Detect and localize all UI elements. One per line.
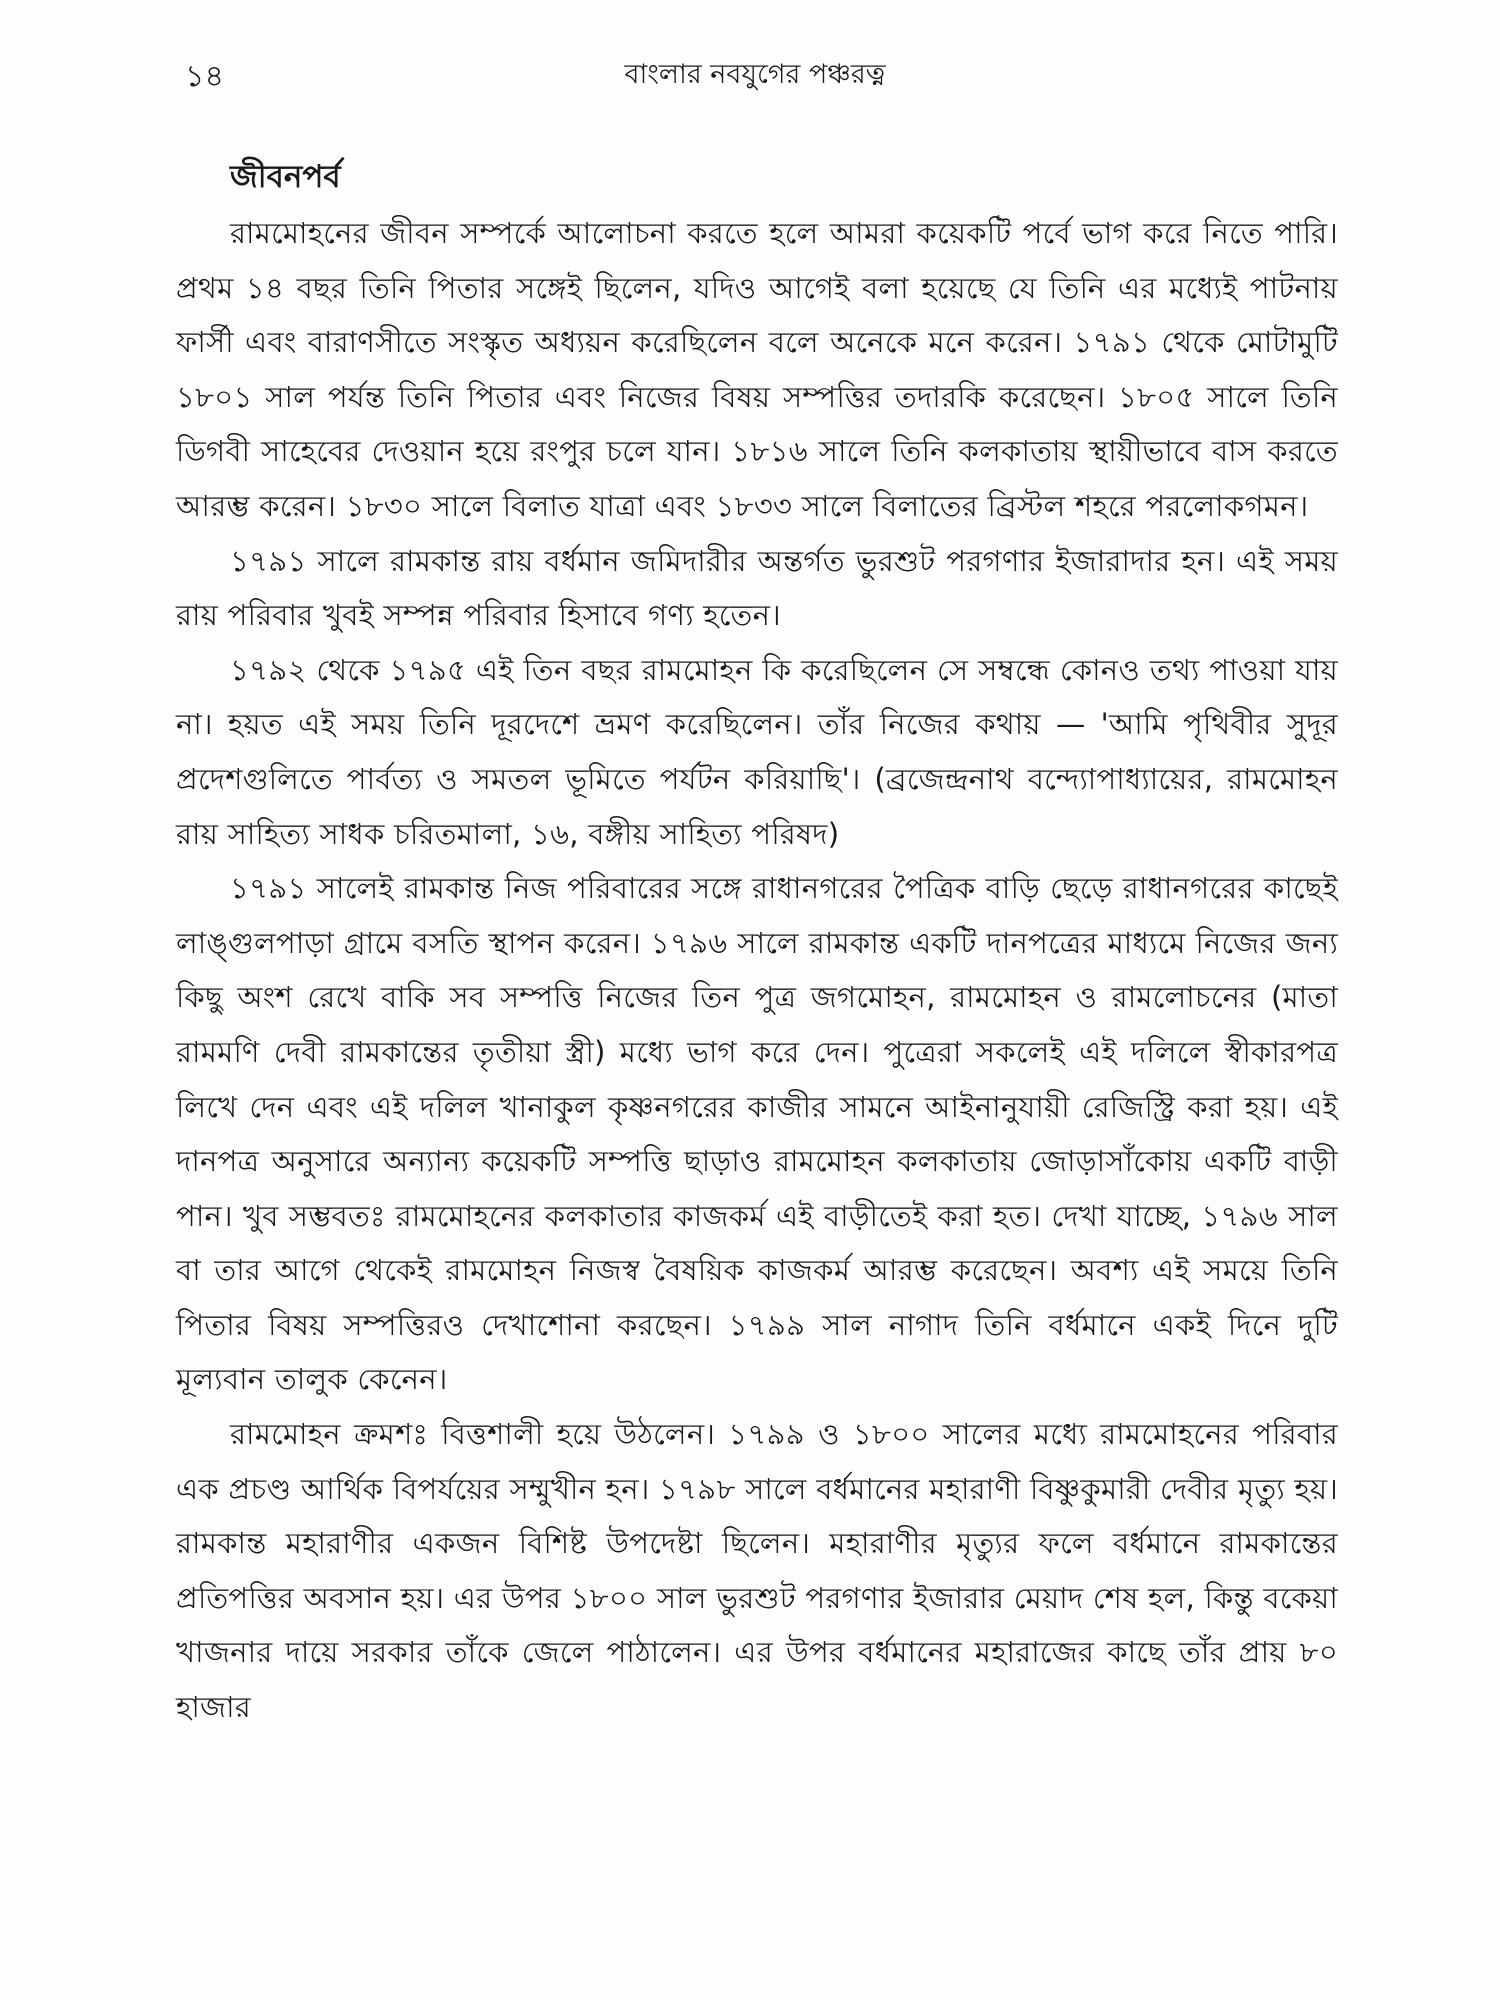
paragraph: রামমোহনের জীবন সম্পর্কে আলোচনা করতে হলে আমরা কয়েকটি পর্বে ভাগ করে নিতে পারি। প্রথম ১৪ বছর তিনি পিতার সঙ্গেই ছিলেন, যদিও আগেই বলা হয়েছে যে তিনি এর মধ্যেই পাটনায় ফার্সী এবং বারাণসীতে সংস্কৃত অধ্যয়ন করেছিলেন বলে অনেকে মনে করেন। ১৭৯১ থেকে মোটামুটি ১৮০১ সাল পর্যন্ত তিনি পিতার এবং নিজের বিষয় সম্পত্তির তদারকি করেছেন। ১৮০৫ সালে তিনি ডিগবী সাহেবের দেওয়ান হয়ে রংপুর চলে যান। ১৮১৬ সালে তিনি কলকাতায় স্থায়ীভাবে বাস করতে আরম্ভ করেন। ১৮৩০ সালে বিলাত যাত্রা এবং ১৮৩৩ সালে বিলাতের ব্রিস্টল শহরে পরলোকগমন। <box>176 216 1338 523</box>
page-header <box>185 52 1325 100</box>
paragraph: ১৭৯১ সালেই রামকান্ত নিজ পরিবারের সঙ্গে রাধানগরের পৈত্রিক বাড়ি ছেড়ে রাধানগরের কাছেই লাঙ্গুলপাড়া গ্রামে বসতি স্থাপন করেন। ১৭৯৬ সালে রামকান্ত একটি দানপত্রের মাধ্যমে নিজের জন্য কিছু অংশ রেখে বাকি সব সম্পত্তি নিজের তিন পুত্র জগমোহন, রামমোহন ও রামলোচনের (মাতা রামমণি দেবী রামকান্তের তৃতীয়া স্ত্রী) মধ্যে ভাগ করে দেন। পুত্রেরা সকলেই এই দলিলে স্বীকারপত্র লিখে দেন এবং এই দলিল খানাকুল কৃষ্ণনগরের কাজীর সামনে আইনানুযায়ী রেজিস্ট্রি করা হয়। এই দানপত্র অনুসারে অন্যান্য কয়েকটি সম্পত্তি ছাড়াও রামমোহন কলকাতায় জোড়াসাঁকোয় একটি বাড়ী পান। খুব সম্ভবতঃ রামমোহনের কলকাতার কাজকর্ম এই বাড়ীতেই করা হত। দেখা যাচ্ছে, ১৭৯৬ সাল বা তার আগে থেকেই রামমোহন নিজস্ব বৈষয়িক কাজকর্ম আরম্ভ করেছেন। অবশ্য এই সময়ে তিনি পিতার বিষয় সম্পত্তিরও দেখাশোনা করছেন। ১৭৯৯ সাল নাগাদ তিনি বর্ধমানে একই দিনে দুটি মূল্যবান তালুক কেনেন। <box>176 871 1338 1397</box>
running-title: বাংলার নবযুগের পঞ্চরত্ন <box>624 59 886 90</box>
section-title: জীবনপর্ব <box>230 159 341 195</box>
page-number: ১৪ <box>185 59 224 94</box>
paragraph: ১৭৯২ থেকে ১৭৯৫ এই তিন বছর রামমোহন কি করেছিলেন সে সম্বন্ধে কোনও তথ্য পাওয়া যায় না। হয়ত এই সময় তিনি দূরদেশে ভ্রমণ করেছিলেন। তাঁর নিজের কথায় — 'আমি পৃথিবীর সুদূর প্রদেশগুলিতে পার্বত্য ও সমতল ভূমিতে পর্যটন করিয়াছি'। (ব্রজেন্দ্রনাথ বন্দ্যোপাধ্যায়ের, রামমোহন রায় সাহিত্য সাধক চরিতমালা, ১৬, বঙ্গীয় সাহিত্য পরিষদ) <box>176 652 1338 851</box>
page-content <box>176 148 1338 1735</box>
paragraph: রামমোহন ক্রমশঃ বিত্তশালী হয়ে উঠলেন। ১৭৯৯ ও ১৮০০ সালের মধ্যে রামমোহনের পরিবার এক প্রচণ্ড আর্থিক বিপর্যয়ের সম্মুখীন হন। ১৭৯৮ সালে বর্ধমানের মহারাণী বিষ্ণুকুমারী দেবীর মৃত্যু হয়। রামকান্ত মহারাণীর একজন বিশিষ্ট উপদেষ্টা ছিলেন। মহারাণীর মৃত্যুর ফলে বর্ধমানে রামকান্তের প্রতিপত্তির অবসান হয়। এর উপর ১৮০০ সাল ভুরশুট পরগণার ইজারার মেয়াদ শেষ হল, কিন্তু বকেয়া খাজনার দায়ে সরকার তাঁকে জেলে পাঠালেন। এর উপর বর্ধমানের মহারাজের কাছে তাঁর প্রায় ৮০ হাজার <box>176 1417 1338 1725</box>
paragraph: ১৭৯১ সালে রামকান্ত রায় বর্ধমান জমিদারীর অন্তর্গত ভুরশুট পরগণার ইজারাদার হন। এই সময় রায় পরিবার খুবই সম্পন্ন পরিবার হিসাবে গণ্য হতেন। <box>176 543 1338 633</box>
